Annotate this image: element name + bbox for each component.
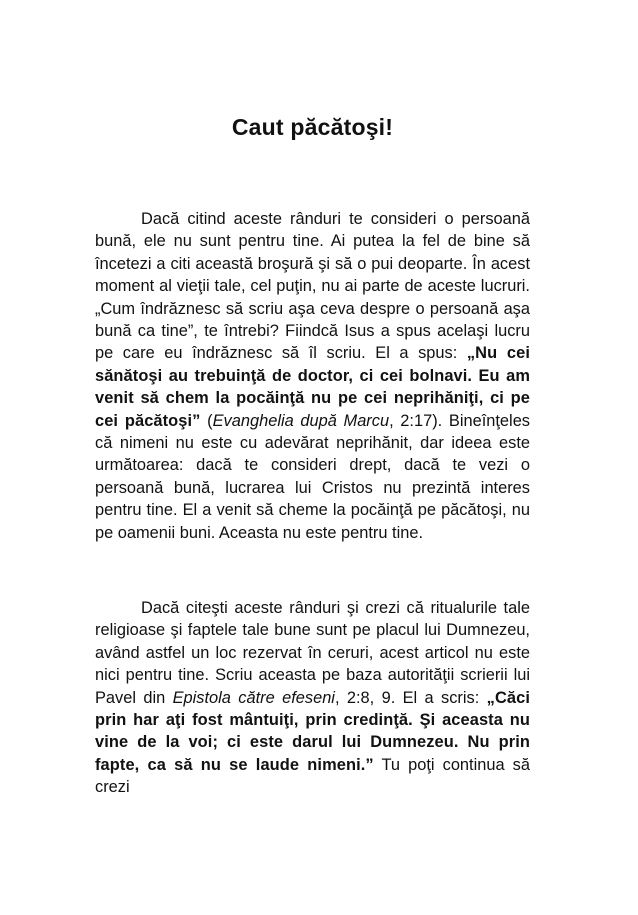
paragraph-1-text-a: Dacă citind aceste rânduri te consideri o persoană bună, ele nu sunt pentru tine. Ai putea la fel de bine să încetezi a citi această broşură şi să o pui deoparte. În acest moment al vieţii tale, cel puţin, nu ai parte de aceste lucruri. „Cum îndrăznesc să scriu aşa ceva despre o persoană aşa bună ca tine”, te întrebi? Fiindcă Isus a spus acelaşi lucru pe care eu îndrăznesc să îl scriu. El a spus: — [95, 210, 530, 363]
paragraph-1-text-b: ( — [200, 411, 213, 430]
paragraph-2-reference-book: Epistola către efeseni — [172, 688, 335, 707]
paragraph-2-text-b: , 2:8, 9. El a scris: — [334, 688, 487, 707]
paragraph-2-text-a: Dacă citeşti aceste rânduri şi crezi că ritualurile tale religioase şi faptele tale bune sunt pe placul lui Dumnezeu, având astfel un loc rezervat în ceruri, acest articol nu este nici pentru tine. Scriu aceasta pe baza autorităţii scrierii lui Pavel din — [95, 599, 530, 707]
paragraph-2-bible-quote: „Căci prin har aţi fost mântuiţi, prin credinţă. Şi aceasta nu vine de la voi; ci este darul lui Dumnezeu. Nu prin fapte, ca să nu se laude nimeni.” — [95, 688, 530, 774]
page-title: Caut păcătoşi! — [231, 114, 394, 140]
paragraph-2-text-c: Tu poţi continua să crezi — [95, 755, 530, 797]
paragraph-1-bible-quote: „Nu cei sănătoşi au trebuinţă de doctor, ci cei bolnavi. Eu am venit să chem la pocăinţă nu pe cei neprihăniţi, ci pe cei păcătoşi” — [95, 344, 530, 430]
paragraph-2 — [95, 597, 530, 799]
paragraph-1-text-c: , 2:17). Bineînţeles că nimeni nu este cu adevărat neprihănit, dar ideea este următoarea: dacă te consideri drept, dacă te vezi o persoană bună, lucrarea lui Cristos nu prezintă interes pentru tine. El a venit să cheme la pocăinţă pe păcătoşi, nu pe oamenii buni. Aceasta nu este pentru tine. — [95, 411, 530, 542]
paragraph-1 — [95, 208, 530, 544]
paragraph-1-reference-book: Evanghelia după Marcu — [212, 411, 390, 430]
